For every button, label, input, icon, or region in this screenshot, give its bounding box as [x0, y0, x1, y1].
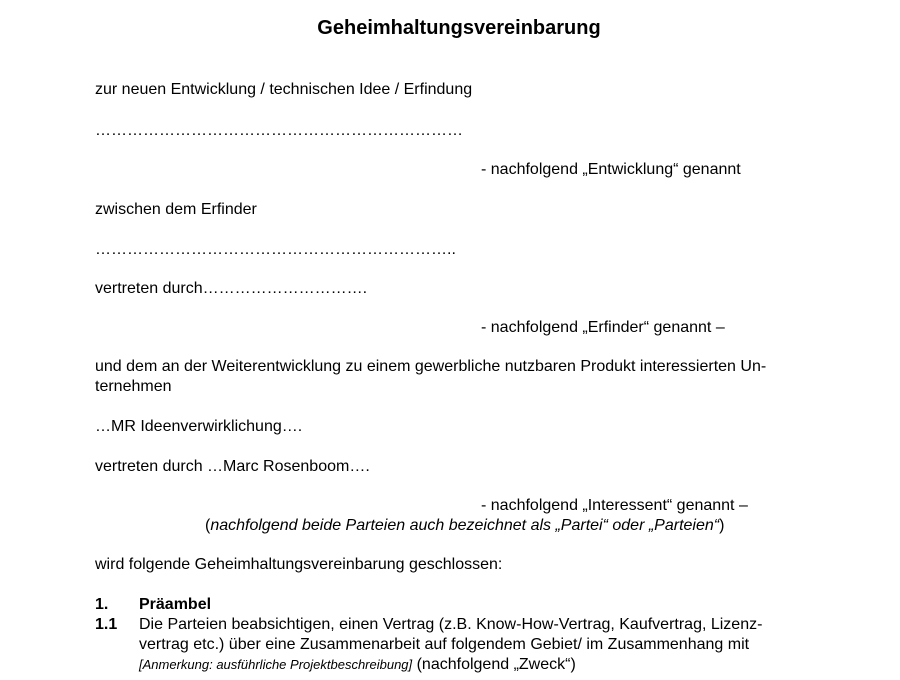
paren-close: )	[719, 517, 725, 534]
section-1-number: 1.	[95, 596, 109, 613]
blank-line-inventor: …………………………………………………………..	[95, 241, 456, 258]
section-1-title: Präambel	[139, 596, 212, 613]
intro-text: zur neuen Entwicklung / technischen Idee / Erfindung	[95, 81, 473, 98]
clause-1-1-note: [Anmerkung: ausführliche Projektbeschreibung]	[139, 657, 413, 672]
company-name: …MR Ideenverwirklichung….	[95, 418, 303, 435]
zwischen-text: zwischen dem Erfinder	[95, 201, 257, 218]
clause-1-1-tail: (nachfolgend „Zweck“)	[412, 656, 576, 673]
paren-open: (	[205, 517, 211, 534]
label-interessent: - nachfolgend „Interessent“ genannt –	[481, 497, 748, 514]
document-title: Geheimhaltungsvereinbarung	[317, 17, 601, 39]
label-entwicklung: - nachfolgend „Entwicklung“ genannt	[481, 161, 741, 178]
blank-line-development: ……………………………………………………………	[95, 122, 463, 139]
parties-definition-text: nachfolgend beide Parteien auch bezeichnet als „Partei“ oder „Parteien“	[210, 517, 720, 534]
company-intro-line-2: ternehmen	[95, 378, 172, 395]
clause-1-1-line-2: vertrag etc.) über eine Zusammenarbeit auf folgendem Gebiet/ im Zusammenhang mit	[139, 636, 750, 653]
clause-1-1-number: 1.1	[95, 616, 118, 633]
represented-by-inventor: vertreten durch………………………….	[95, 280, 368, 297]
label-erfinder: - nachfolgend „Erfinder“ genannt –	[481, 319, 725, 336]
clause-1-1-line-3	[139, 655, 576, 674]
agreement-statement: wird folgende Geheimhaltungsvereinbarung geschlossen:	[95, 556, 503, 573]
represented-by-company: vertreten durch …Marc Rosenboom….	[95, 458, 370, 475]
company-intro-line-1: und dem an der Weiterentwicklung zu einem gewerbliche nutzbaren Produkt interessierten Un-	[95, 358, 767, 375]
clause-1-1-line-1: Die Parteien beabsichtigen, einen Vertrag (z.B. Know-How-Vertrag, Kaufvertrag, Lizenz-	[139, 616, 763, 633]
parties-definition	[205, 516, 724, 535]
